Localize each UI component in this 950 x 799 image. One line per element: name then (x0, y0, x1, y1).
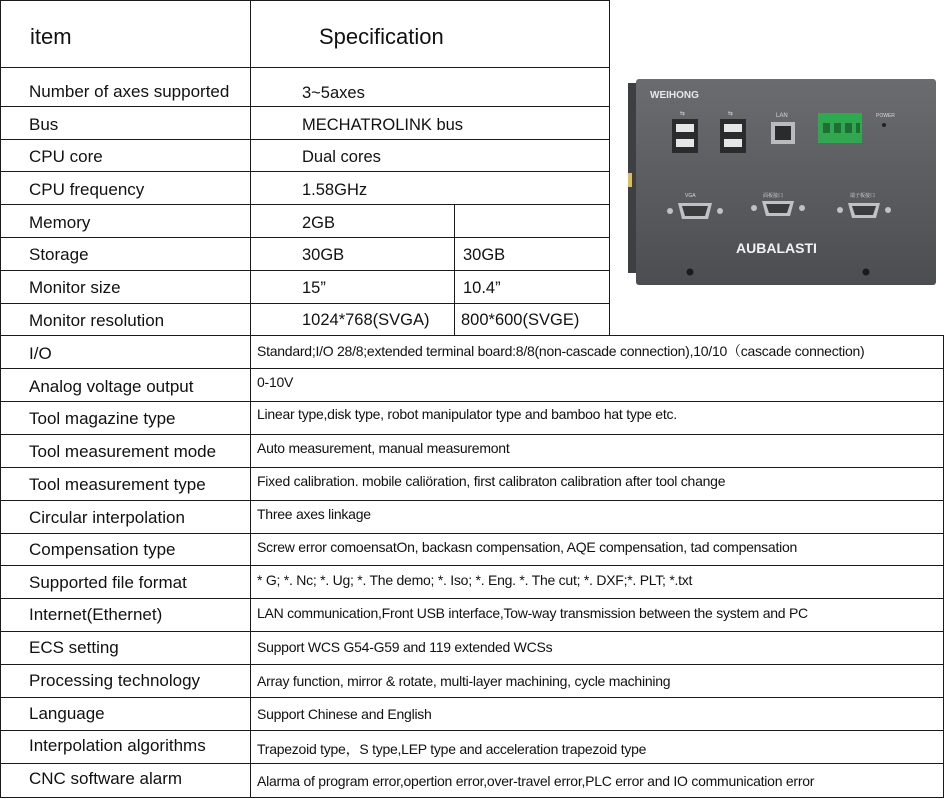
row-label: Tool magazine type (29, 409, 176, 428)
watermark-text: AUBALASTI (736, 240, 817, 256)
row-value: Fixed calibration. mobile caliöration, first calibraton calibration after tool change (257, 473, 726, 489)
grid-line (0, 730, 944, 731)
panel-port-label: 面板接口 (763, 193, 784, 199)
row-label: Tool measurement mode (29, 442, 217, 461)
grid-line (0, 533, 944, 534)
row-label: Analog voltage output (29, 377, 194, 396)
grid-line (0, 335, 944, 336)
usb-icon: ⇆ (680, 110, 686, 117)
grid-line (0, 434, 944, 435)
grid-line-sub-divider (454, 204, 455, 336)
row-value: Linear type,disk type, robot manipulator type and bamboo hat type etc. (257, 406, 677, 422)
grid-line (0, 237, 610, 238)
screw-icon (687, 269, 694, 276)
lan-port (771, 122, 795, 144)
row-value: Standard;I/O 28/8;extended terminal board:8/8(non-cascade connection),10/10（cascade connection) (257, 343, 865, 359)
controller-device-image (628, 77, 938, 287)
power-terminal (818, 113, 862, 143)
row-value: Alarma of program error,opertion error,over-travel error,PLC error and IO communication error (257, 773, 815, 789)
row-label: Interpolation algorithms (29, 736, 206, 755)
grid-line-top (0, 0, 610, 1)
row-label: Processing technology (29, 671, 201, 690)
power-led (882, 123, 886, 127)
row-label: CPU core (29, 147, 103, 166)
row-value-secondary: 30GB (463, 246, 506, 264)
usb-port-1 (672, 119, 698, 153)
row-value: 0-10V (257, 374, 294, 390)
grid-line-bottom (0, 797, 944, 798)
row-value: MECHATROLINK bus (302, 116, 464, 134)
row-label: Circular interpolation (29, 508, 185, 527)
row-label: CNC software alarm (29, 769, 183, 788)
row-value: Support WCS G54-G59 and 119 extended WCSs (257, 639, 553, 655)
grid-line (0, 500, 944, 501)
row-label: ECS setting (29, 638, 119, 657)
lan-label: LAN (776, 113, 788, 119)
power-label: POWER (876, 113, 895, 119)
grid-line (0, 106, 610, 107)
grid-line (0, 763, 944, 764)
device-brand: WEIHONG (650, 90, 699, 101)
row-value: LAN communication,Front USB interface,Tow-way transmission between the system and PC (257, 605, 808, 621)
row-value: Trapezoid type，S type,LEP type and acceleration trapezoid type (257, 741, 647, 757)
grid-line (0, 270, 610, 271)
row-value: * G; *. Nc; *. Ug; *. The demo; *. Iso; *. Eng. *. The cut; *. DXF;*. PLT; *.txt (257, 572, 693, 588)
row-label: Monitor size (29, 278, 121, 297)
vga-label: VGA (685, 193, 696, 199)
row-label: Compensation type (29, 540, 176, 559)
grid-line (0, 139, 610, 140)
device-side-tab (628, 173, 632, 187)
grid-line-spec-right (609, 0, 610, 336)
grid-line (0, 67, 610, 68)
row-label: Monitor resolution (29, 311, 165, 330)
row-label: Tool measurement type (29, 475, 206, 494)
row-label: I/O (29, 344, 52, 363)
header-specification: Specification (319, 24, 444, 49)
row-label: Number of axes supported (29, 82, 230, 101)
row-value: Screw error comoensatOn, backasn compensation, AQE compensation, tad compensation (257, 539, 798, 555)
header-item: item (30, 24, 72, 49)
row-label: Supported file format (29, 573, 187, 592)
grid-line (0, 467, 944, 468)
row-value: Three axes linkage (257, 506, 371, 522)
grid-line (0, 401, 944, 402)
row-value: Auto measurement, manual measuremont (257, 440, 510, 456)
screw-icon (863, 269, 870, 276)
row-value: Support Chinese and English (257, 706, 432, 722)
row-value: 30GB (302, 246, 345, 264)
grid-line-label-divider (250, 0, 251, 798)
usb-icon: ⇆ (728, 110, 734, 117)
grid-line (0, 204, 610, 205)
row-value: Array function, mirror & rotate, multi-layer machining, cycle machining (257, 673, 671, 689)
grid-line (0, 171, 610, 172)
terminal-port-label: 端子板接口 (850, 193, 876, 199)
row-label: Language (29, 704, 105, 723)
row-value: 1.58GHz (302, 181, 368, 199)
grid-line (0, 631, 944, 632)
row-label: Internet(Ethernet) (29, 605, 163, 624)
grid-line (0, 697, 944, 698)
row-value: 3~5axes (302, 84, 365, 102)
row-value: 15” (302, 279, 326, 297)
row-label: Memory (29, 213, 91, 232)
grid-line-right (943, 335, 944, 798)
grid-line (0, 664, 944, 665)
row-label: CPU frequency (29, 180, 145, 199)
row-label: Storage (29, 245, 89, 264)
grid-line-left (0, 0, 1, 798)
row-value: 1024*768(SVGA) (302, 311, 430, 329)
row-value: 2GB (302, 214, 336, 232)
row-value-secondary: 10.4” (463, 279, 501, 297)
grid-line (0, 303, 610, 304)
grid-line (0, 598, 944, 599)
row-value: Dual cores (302, 148, 381, 166)
row-label: Bus (29, 115, 59, 134)
row-value-secondary: 800*600(SVGE) (461, 311, 580, 329)
grid-line (0, 368, 944, 369)
grid-line (0, 565, 944, 566)
usb-port-2 (720, 119, 746, 153)
